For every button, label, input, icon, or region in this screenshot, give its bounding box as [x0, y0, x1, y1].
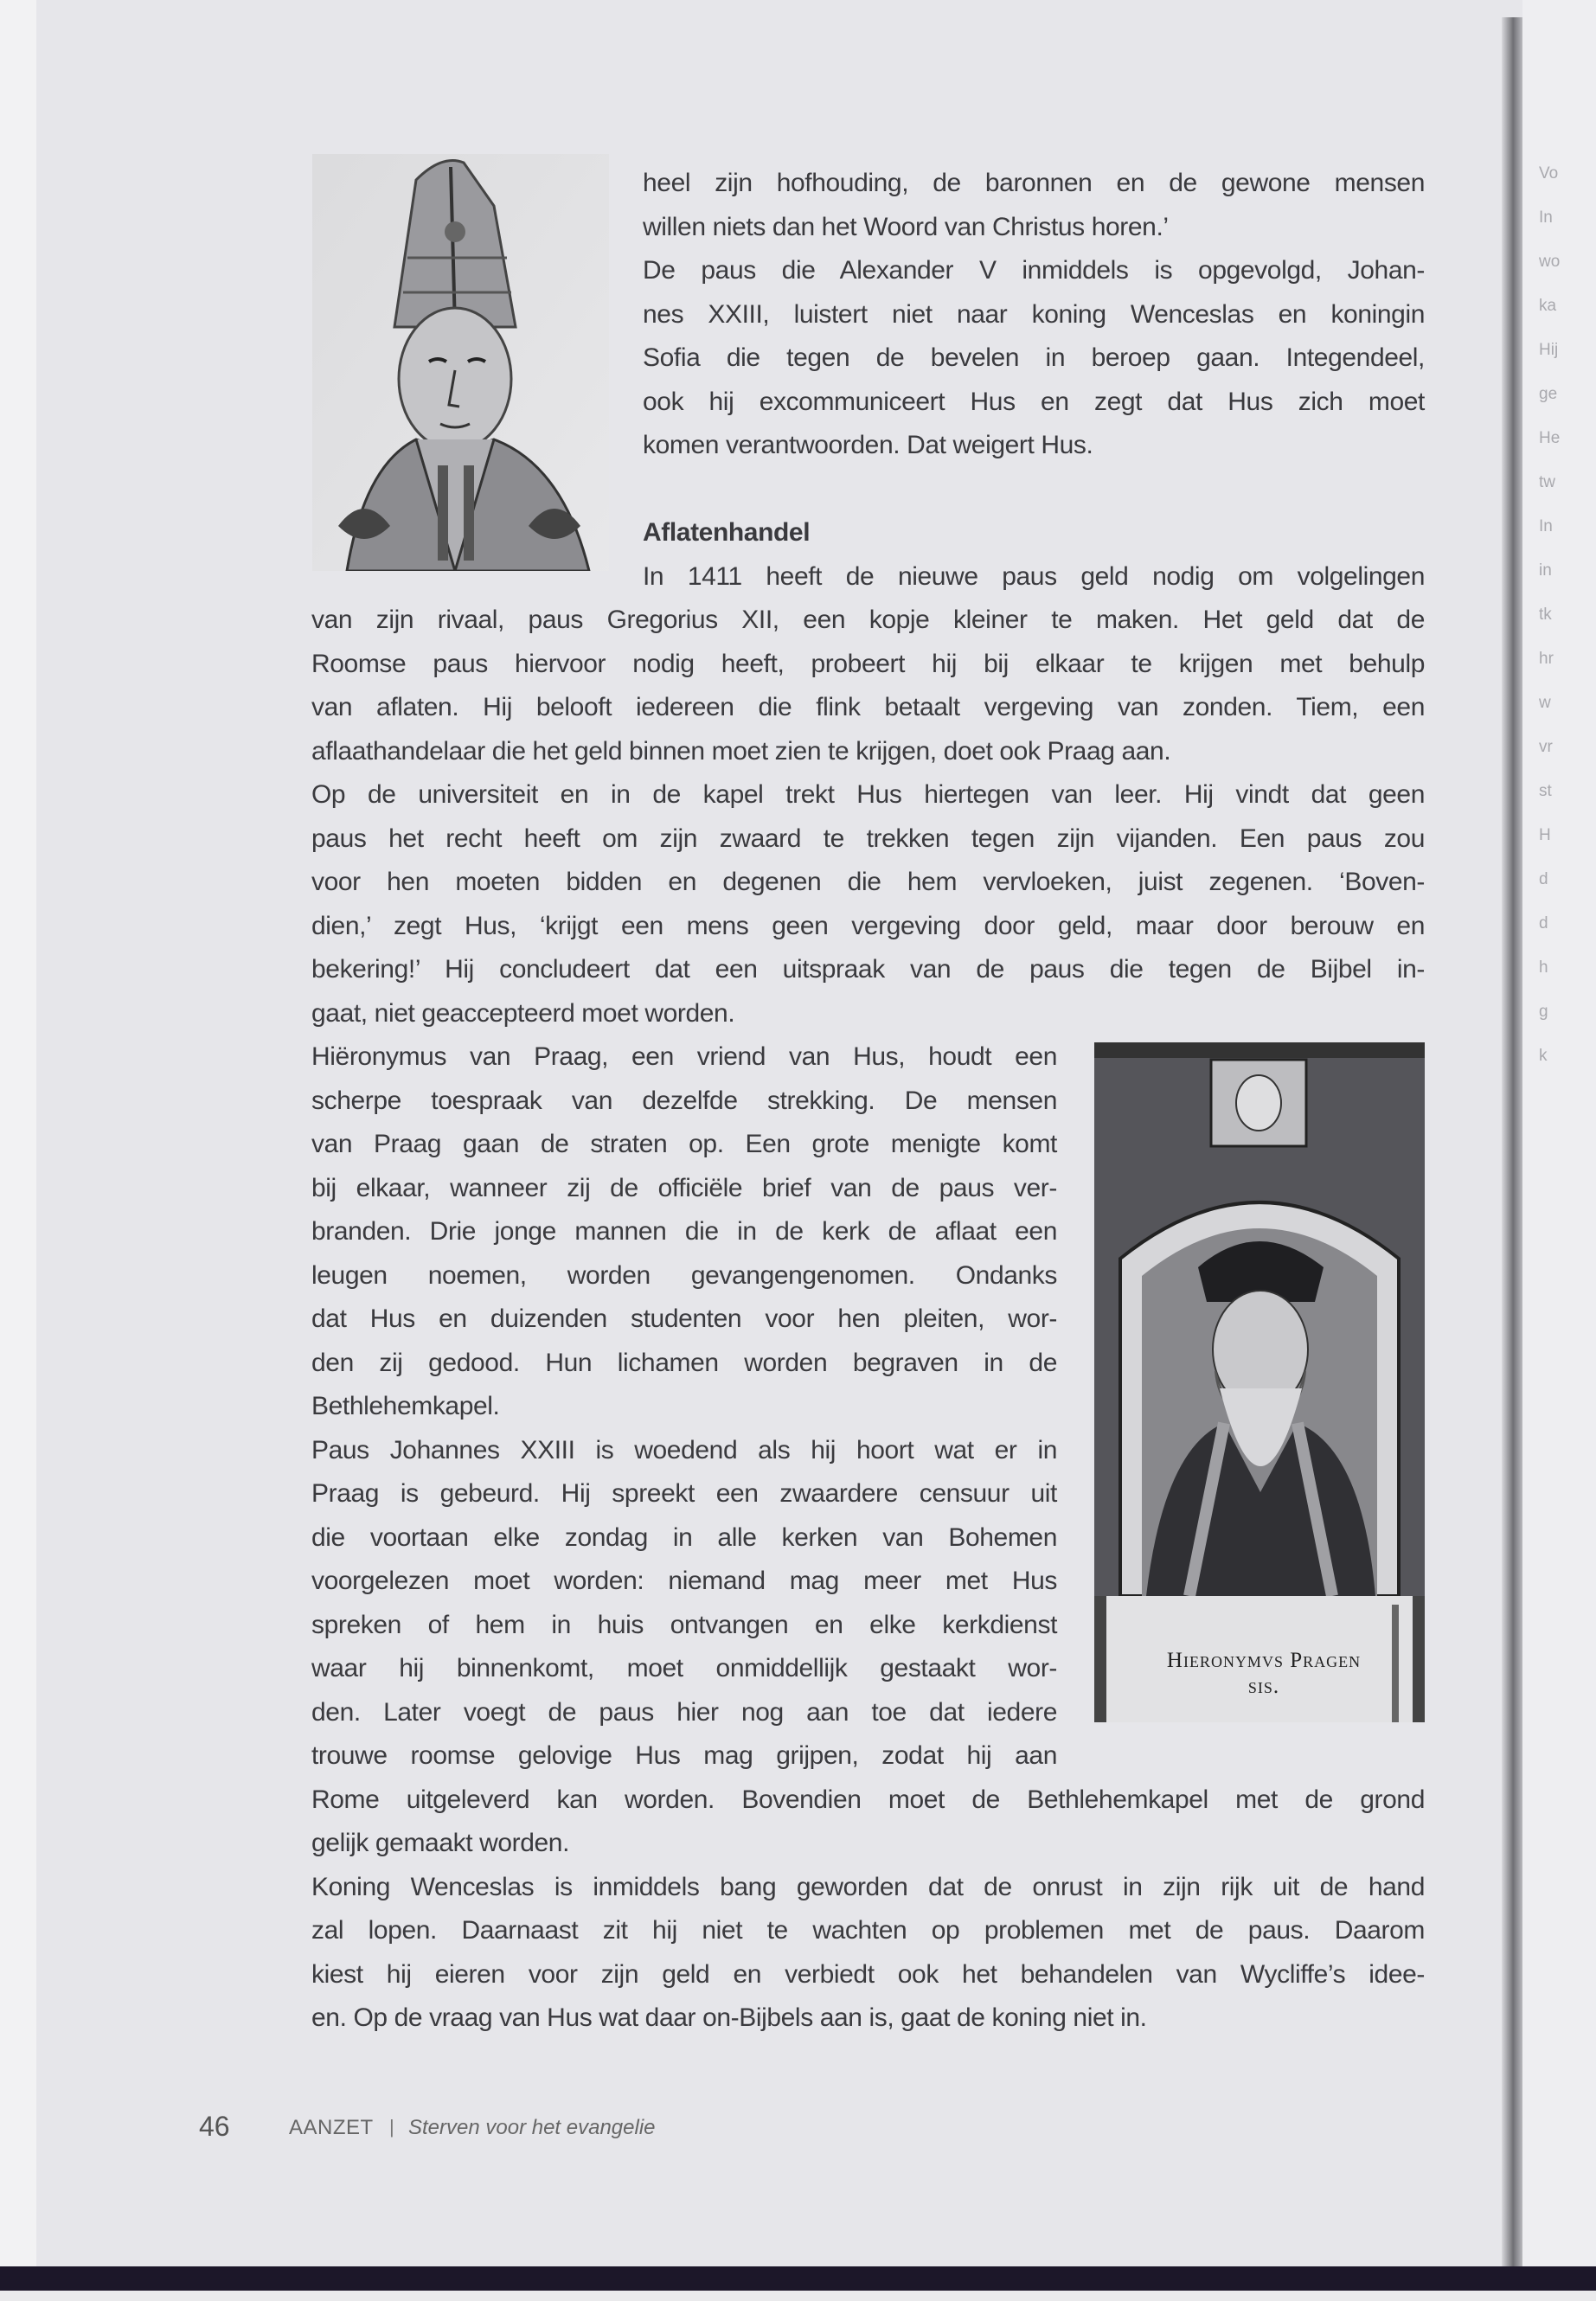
text-line: gaat, niet geaccepteerd moet worden. [311, 998, 735, 1028]
text-line: zal lopen. Daarnaast zit hij niet te wachten op problemen met de paus. Daarom [311, 1916, 1425, 1945]
text-line: Bethlehemkapel. [311, 1392, 500, 1420]
next-page-fragment: wo [1539, 253, 1561, 271]
text-line: In 1411 heeft de nieuwe paus geld nodig om volgelingen [643, 561, 1425, 591]
next-page-fragment: h [1539, 958, 1548, 977]
text-line: Koning Wenceslas is inmiddels bang geworden dat de onrust in zijn rijk uit de hand [311, 1872, 1425, 1901]
text-line: Paus Johannes XXIII is woedend als hij hoort wat er in [311, 1435, 1057, 1465]
text-line: Praag is gebeurd. Hij spreekt een zwaardere censuur uit [311, 1479, 1057, 1508]
text-line: Sofia die tegen de bevelen in beroep gaan. Integendeel, [643, 343, 1425, 372]
text-line: Rome uitgeleverd kan worden. Bovendien moet de Bethlehemkapel met de grond [311, 1785, 1425, 1814]
next-page-fragment: d [1539, 870, 1548, 888]
text-line: kiest hij eieren voor zijn geld en verbiedt ook het behandelen van Wycliffe’s idee- [311, 1959, 1425, 1989]
text-line: scherpe toespraak van dezelfde strekking. De mensen [311, 1086, 1057, 1115]
scan-bottom-margin [0, 2291, 1596, 2301]
text-line: bij elkaar, wanneer zij de officiële brief van de paus ver- [311, 1173, 1057, 1202]
next-page-fragment: He [1539, 429, 1561, 447]
text-line: Hiëronymus van Praag, een vriend van Hus, houdt een [311, 1042, 1057, 1071]
next-page-fragment: ka [1539, 297, 1557, 315]
scan-bottom-edge [0, 2266, 1596, 2291]
caption-line-1: Hieronymvs Pragen [1166, 1649, 1362, 1672]
text-line: bekering!’ Hij concludeert dat een uitspraak van de paus die tegen de Bijbel in- [311, 955, 1425, 984]
text-line: dat Hus en duizenden studenten voor hen pleiten, wor- [311, 1304, 1057, 1333]
next-page-fragment: vr [1539, 738, 1553, 756]
text-line: trouwe roomse gelovige Hus mag grijpen, zodat hij aan [311, 1741, 1057, 1770]
footer-title: Sterven voor het evangelie [408, 2116, 656, 2139]
hieronymus-engraving-icon [1094, 1042, 1425, 1722]
next-page-fragment: w [1539, 694, 1551, 712]
text-line: Roomse paus hiervoor nodig heeft, probeert hij bij elkaar te krijgen met behulp [311, 649, 1425, 678]
text-line: gelijk gemaakt worden. [311, 1829, 570, 1857]
next-page-fragment: k [1539, 1047, 1548, 1065]
text-line: nes XXIII, luistert niet naar koning Wenceslas en koningin [643, 299, 1425, 329]
text-line: spreken of hem in huis ontvangen en elke kerkdienst [311, 1610, 1057, 1639]
text-line: komen verantwoorden. Dat weigert Hus. [643, 431, 1093, 459]
text-line: van aflaten. Hij belooft iedereen die flink betaalt vergeving van zonden. Tiem, een [311, 693, 1425, 721]
portrait-caption [1121, 1648, 1407, 1700]
text-line: waar hij binnenkomt, moet onmiddellijk gestaakt wor- [311, 1654, 1057, 1682]
text-line: Op de universiteit en in de kapel trekt Hus hiertegen van leer. Hij vindt dat geen [311, 780, 1425, 809]
text-line: willen niets dan het Woord van Christus horen.’ [643, 212, 1169, 241]
text-line: heel zijn hofhouding, de baronnen en de gewone mensen [643, 169, 1425, 197]
next-page-fragment: ge [1539, 385, 1558, 403]
text-line: dien,’ zegt Hus, ‘krijgt een mens geen vergeving door geld, maar door berouw en [311, 911, 1425, 940]
text-line: den. Later voegt de paus hier nog aan toe dat iedere [311, 1697, 1057, 1727]
next-page-fragment: d [1539, 914, 1548, 933]
next-page-fragment: In [1539, 517, 1553, 535]
text-line: en. Op de vraag van Hus wat daar on-Bijbels aan is, gaat de koning niet in. [311, 2003, 1147, 2032]
text-line: die voortaan elke zondag in alle kerken van Bohemen [311, 1522, 1057, 1552]
next-page-fragment: Hij [1539, 341, 1559, 359]
caption-line-2: sis. [1247, 1675, 1280, 1698]
next-page-edge [1522, 0, 1596, 2301]
next-page-fragment: g [1539, 1003, 1548, 1021]
footer-series: AANZET [289, 2116, 374, 2139]
next-page-fragment: Vo [1539, 164, 1559, 183]
text-line: den zij gedood. Hun lichamen worden begraven in de [311, 1348, 1057, 1377]
hieronymus-portrait-image [1094, 1042, 1425, 1722]
bishop-portrait-image [312, 154, 609, 571]
next-page-fragment: hr [1539, 650, 1554, 668]
next-page-fragment: tw [1539, 473, 1555, 491]
text-line: De paus die Alexander V inmiddels is opgevolgd, Johan- [643, 256, 1425, 285]
text-line: leugen noemen, worden gevangengenomen. Ondanks [311, 1260, 1057, 1290]
bishop-engraving-icon [312, 154, 609, 571]
footer-separator: | [389, 2116, 394, 2138]
page-number: 46 [199, 2111, 230, 2142]
page-edge [0, 0, 36, 2301]
text-line: ook hij excommuniceert Hus en zegt dat Hus zich moet [643, 387, 1425, 416]
next-page-fragment: In [1539, 208, 1553, 227]
next-page-fragment: tk [1539, 606, 1552, 624]
next-page-fragment: in [1539, 561, 1552, 580]
text-line: voor hen moeten bidden en degenen die hem vervloeken, juist zegenen. ‘Boven- [311, 868, 1425, 896]
text-line: voorgelezen moet worden: niemand mag meer met Hus [311, 1567, 1057, 1595]
book-gutter [1502, 17, 1522, 2266]
next-page-fragment: H [1539, 826, 1551, 844]
section-heading: Aflatenhandel [643, 518, 811, 547]
text-line: van Praag gaan de straten op. Een grote menigte komt [311, 1130, 1057, 1158]
text-line: branden. Drie jonge mannen die in de kerk de aflaat een [311, 1217, 1057, 1246]
text-line: aflaathandelaar die het geld binnen moet zien te krijgen, doet ook Praag aan. [311, 736, 1171, 766]
text-line: paus het recht heeft om zijn zwaard te trekken tegen zijn vijanden. Een paus zou [311, 824, 1425, 853]
text-line: van zijn rivaal, paus Gregorius XII, een kopje kleiner te maken. Het geld dat de [311, 606, 1425, 634]
next-page-fragment: st [1539, 782, 1552, 800]
